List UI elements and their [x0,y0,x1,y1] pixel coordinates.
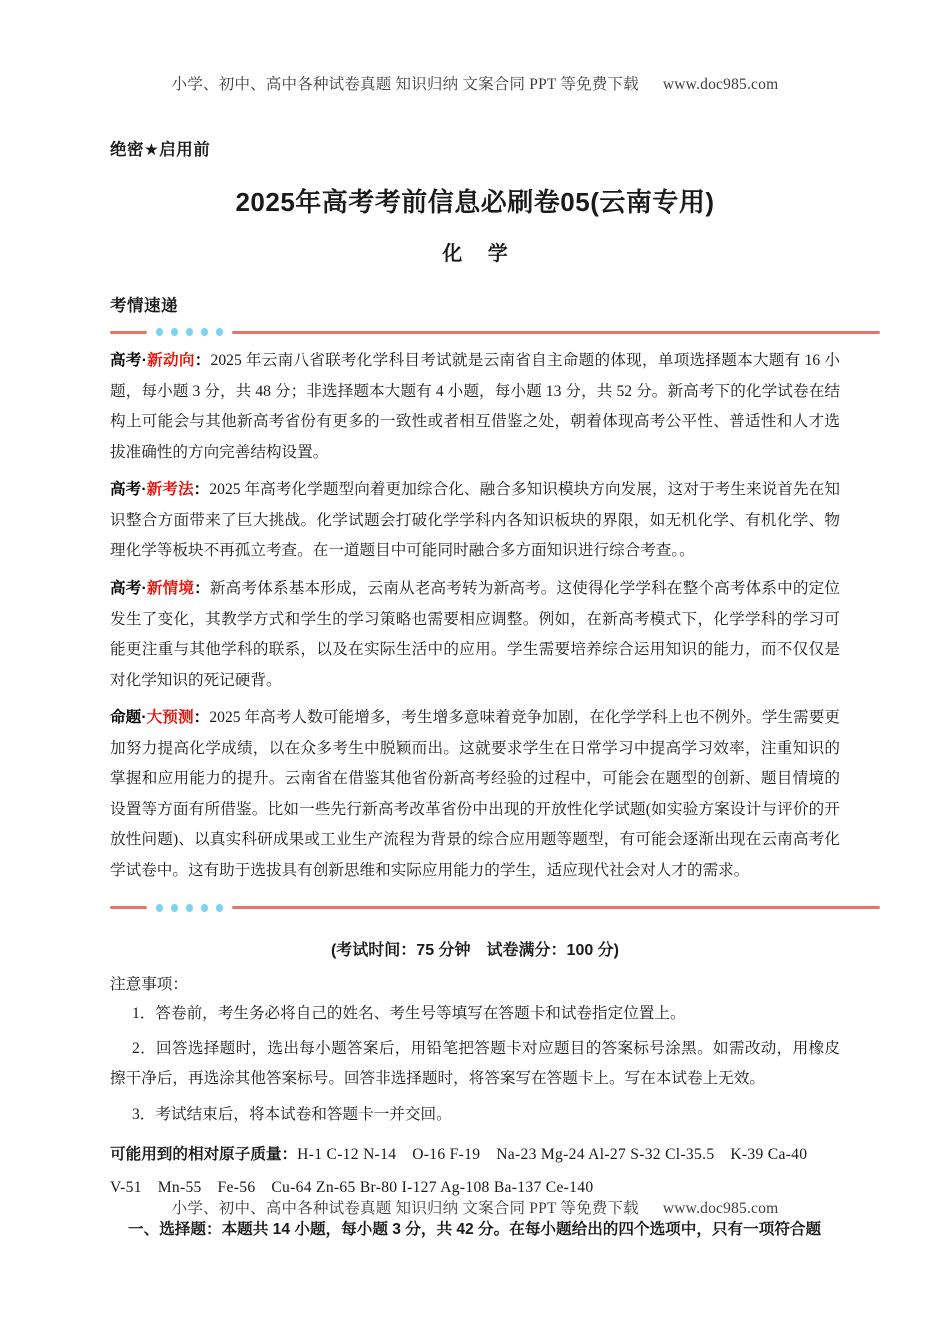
trend-label-colon: ： [193,709,210,727]
site-banner-bottom [0,1196,950,1218]
site-banner-url: www.doc985.com [662,1200,779,1217]
trend-label-highlight: 大预测 [146,709,194,727]
subject-title: 化 学 [442,243,518,265]
section-heading-exam-trends: 考情速递 [110,297,178,315]
notice-item: 1．答卷前，考生务必将自己的姓名、考生号等填写在答题卡和试卷指定位置上。 [132,1004,686,1022]
trend-label-highlight: 新动向 [146,352,195,369]
exam-duration-score: (考试时间：75 分钟 试卷满分：100 分) [330,941,620,959]
divider-segment-short [110,906,147,909]
relative-atomic-mass-values-1: H-1 C-12 N-14 O-16 F-19 Na-23 Mg-24 Al-27 S-32 Cl-35.5 K-39 Ca-40 [297,1146,808,1164]
divider-dot-icon [216,328,223,336]
relative-atomic-mass-values-2: V-51 Mn-55 Fe-56 Cu-64 Zn-65 Br-80 I-127 Ag-108 Ba-137 Ce-140 [110,1178,594,1196]
trend-body-text: 2025 年高考化学题型向着更加综合化、融合多知识模块方向发展，这对于考生来说首先在知识整合方面带来了巨大挑战。化学试题会打破化学学科内各知识板块的界限，如无机化学、有机化学、物理化学等板块不再孤立考查。在一道题目中可能同时融合多方面知识进行综合考查。。 [110,481,840,560]
page-title: 2025年高考考前信息必刷卷05(云南专用) [235,187,715,217]
site-banner-url: www.doc985.com [662,76,779,93]
trend-label-highlight: 新情境 [146,579,195,597]
divider-dot-icon [186,904,193,912]
trend-paragraph [110,475,840,567]
trend-label-highlight: 新考法 [146,481,194,499]
divider-segment-long [232,906,880,909]
divider-dot-group [156,328,223,336]
divider-segment-long [232,331,880,334]
trend-label-colon: ： [193,481,210,499]
trend-label-prefix: 命题· [110,709,147,727]
trend-label-colon: ： [194,579,210,597]
divider-dot-icon [216,904,223,912]
divider-dot-icon [156,328,163,336]
site-banner-text: 小学、初中、高中各种试卷真题 知识归纳 文案合同 PPT 等免费下载 [171,76,639,93]
notice-item: 3．考试结束后，将本试卷和答题卡一并交回。 [132,1105,452,1123]
trend-paragraph [110,703,840,886]
divider-dot-icon [201,904,208,912]
trend-label-prefix: 高考· [110,352,147,369]
trend-paragraph [110,574,840,696]
trend-body-text: 2025 年云南八省联考化学科目考试就是云南省自主命题的体现，单项选择题本大题有 16 小题，每小题 3 分，共 48 分；非选择题本大题有 4 小题，每小题 13 分，共 52 分。新高考下的化学试卷在结构上可能会与其他新高考省份有更多的一致性或者相互借鉴之处，朝着体现高考公平性、普适性和人才选拔准确性的方向完善结构设置。 [110,352,840,461]
trend-paragraph [110,346,840,468]
relative-atomic-mass-label: 可能用到的相对原子质量： [110,1146,298,1164]
divider-dot-icon [201,328,208,336]
divider-dot-icon [186,328,193,336]
decorative-divider-bottom [110,901,880,915]
question-section-one-heading: 一、选择题：本题共 14 小题，每小题 3 分，共 42 分。在每小题给出的四个选项中，只有一项符合题 [128,1221,822,1238]
secret-notice: 绝密★启用前 [110,141,211,159]
trend-label-prefix: 高考· [110,481,147,499]
site-banner-text: 小学、初中、高中各种试卷真题 知识归纳 文案合同 PPT 等免费下载 [171,1200,639,1217]
divider-dot-group [156,904,223,912]
notice-item: 2．回答选择题时，选出每小题答案后，用铅笔把答题卡对应题目的答案标号涂黑。如需改动，用橡皮擦干净后，再选涂其他答案标号。回答非选择题时，将答案写在答题卡上。写在本试卷上无效。 [110,1039,840,1088]
trend-body-text: 2025 年高考人数可能增多，考生增多意味着竞争加剧，在化学学科上也不例外。学生需要更加努力提高化学成绩，以在众多考生中脱颖而出。这就要求学生在日常学习中提高学习效率，注重知识的掌握和应用能力的提升。云南省在借鉴其他省份新高考经验的过程中，可能会在题型的创新、题目情境的设置等方面有所借鉴。比如一些先行新高考改革省份中出现的开放性化学试题(如实验方案设计与评价的开放性问题)、以真实科研成果或工业生产流程为背景的综合应用题等题型，有可能会逐渐出现在云南高考化学试卷中。这有助于选拔具有创新思维和实际应用能力的学生，适应现代社会对人才的需求。 [110,709,840,879]
trend-body-text: 新高考体系基本形成，云南从老高考转为新高考。这使得化学学科在整个高考体系中的定位发生了变化，其教学方式和学生的学习策略也需要相应调整。例如，在新高考模式下，化学学科的学习可能更注重与其他学科的联系，以及在实际生活中的应用。学生需要培养综合运用知识的能力，而不仅仅是对化学知识的死记硬背。 [110,579,840,689]
divider-segment-short [110,331,147,334]
notice-heading: 注意事项： [110,975,188,993]
relative-atomic-mass-line1 [110,1140,842,1170]
divider-dot-icon [171,328,178,336]
divider-dot-icon [156,904,163,912]
trend-label-prefix: 高考· [110,579,147,597]
divider-dot-icon [171,904,178,912]
trend-label-colon: ： [194,352,211,369]
decorative-divider-top [110,325,880,339]
site-banner-top [0,0,950,94]
